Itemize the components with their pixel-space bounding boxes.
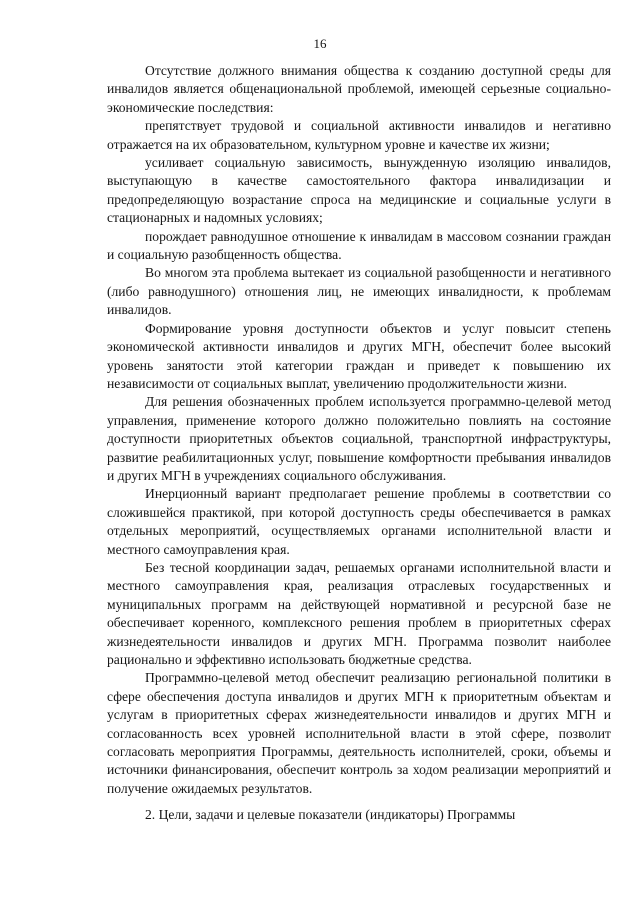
paragraph: Для решения обозначенных проблем используется программно-целевой метод управления, применение которого должно положительно повлиять на состояние доступности приоритетных объектов социальной, транспортной инфраструктуры, развитие реабилитационных услуг, повышение комфортности пребывания инвалидов и других МГН в учреждениях социального обслуживания. bbox=[107, 394, 611, 483]
paragraph: Инерционный вариант предполагает решение проблемы в соответствии со сложившейся практикой, при которой доступность среды обеспечивается в рамках отдельных мероприятий, осуществляемых органами исполнительной власти и местного самоуправления края. bbox=[107, 486, 611, 557]
paragraph: порождает равнодушное отношение к инвалидам в массовом сознании граждан и социальную разобщенность общества. bbox=[107, 228, 611, 263]
section-heading: 2. Цели, задачи и целевые показатели (индикаторы) Программы bbox=[145, 807, 516, 822]
paragraph: Программно-целевой метод обеспечит реализацию региональной политики в сфере обеспечения доступа инвалидов и других МГН к приоритетным объектам и услугам в приоритетных сферах жизнедеятельности инвалидов и других МГН и согласованность всех уровней исполнительной власти в этой сфере, позволит согласовать мероприятия Программы, деятельность исполнителей, сроки, объемы и источники финансирования, обеспечит контроль за ходом реализации мероприятий и получение ожидаемых результатов. bbox=[107, 670, 611, 796]
paragraph: Отсутствие должного внимания общества к созданию доступной среды для инвалидов является общенациональной проблемой, имеющей серьезные социально-экономические последствия: bbox=[107, 63, 611, 115]
page-number: 16 bbox=[313, 36, 327, 51]
paragraph: препятствует трудовой и социальной активности инвалидов и негативно отражается на их образовательном, культурном уровне и качестве их жизни; bbox=[107, 118, 611, 152]
paragraph: Во многом эта проблема вытекает из социальной разобщенности и негативного (либо равнодушного) отношения лиц, не имеющих инвалидности, к проблемам инвалидов. bbox=[107, 265, 611, 318]
paragraph: Без тесной координации задач, решаемых органами исполнительной власти и местного самоуправления края, реализация отраслевых государственных и муниципальных программ на действующей нормативной и ресурсной базе не обеспечивает коренного, комплексного решения проблем в приоритетных сферах жизнедеятельности инвалидов и других МГН. Программа позволит наиболее рационально и эффективно использовать бюджетные средства. bbox=[107, 559, 611, 667]
paragraph: Формирование уровня доступности объектов и услуг повысит степень экономической активности инвалидов и других МГН, обеспечит более высокий уровень занятости этой категории граждан и приведет к повышению их независимости от социальных выплат, увеличению продолжительности жизни. bbox=[107, 320, 611, 391]
paragraph: усиливает социальную зависимость, вынужденную изоляцию инвалидов, выступающую в качестве самостоятельного фактора инвалидизации и предопределяющую возрастание спроса на медицинские и социальные услуги в стационарных и надомных условиях; bbox=[107, 155, 611, 226]
body-text bbox=[107, 62, 611, 798]
